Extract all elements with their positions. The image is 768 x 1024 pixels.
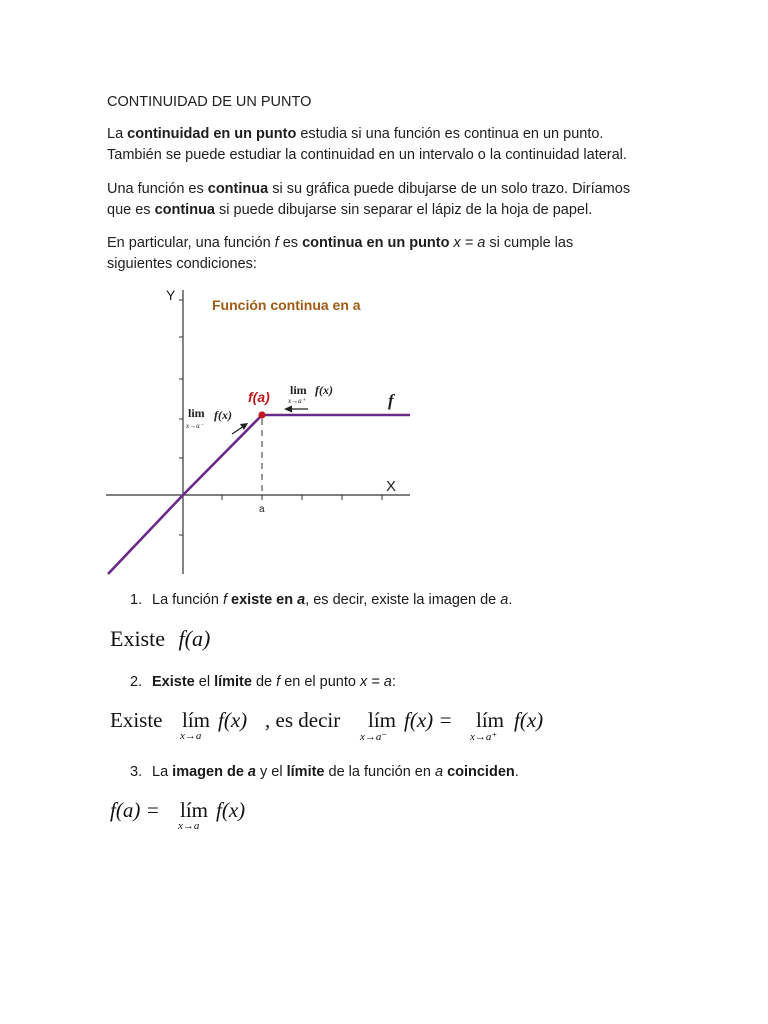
lim-left-sub: x→a⁻ <box>186 422 204 430</box>
c1-t6: , es decir, existe la imagen de <box>305 592 501 608</box>
formula-1 <box>110 626 210 652</box>
p2-text-f: si puede dibujarse sin separar el lápiz de la hoja de papel. <box>215 202 593 218</box>
p1-text-d: También se puede estudiar la continuidad en un intervalo o la continuidad lateral. <box>107 147 627 163</box>
c1-a-bold: a <box>297 592 306 608</box>
page-title: CONTINUIDAD DE UN PUNTO <box>107 94 312 110</box>
c3-t4: y el <box>256 764 287 780</box>
f3-lhs: f(a) = <box>110 798 160 822</box>
p2-text-c: si su gráfica puede dibujarse de un solo trazo. Diríamos <box>268 181 631 197</box>
condition-3-number: 3. <box>130 764 143 780</box>
c1-bold: existe en <box>231 592 298 608</box>
fa-label: f(a) <box>248 389 270 405</box>
p1-text-c: estudia si una función es continua en un punto. <box>296 126 604 142</box>
x-ticks <box>222 495 382 500</box>
f2-fx: f(x) <box>218 708 248 732</box>
formula-2 <box>110 708 560 748</box>
c3-t1: La <box>152 764 173 780</box>
a-tick-label: a <box>259 504 265 515</box>
c2-t8: : <box>391 674 396 690</box>
f2-fx2: f(x) = <box>404 708 453 732</box>
lim-right-sub: x→a⁺ <box>288 397 306 405</box>
c3-bold-2: límite <box>286 764 325 780</box>
lim-right-fx: f(x) <box>315 383 333 397</box>
p2-bold-2: continua <box>154 202 215 218</box>
c2-t2: el <box>194 674 215 690</box>
p3-text-e: si cumple las <box>485 235 574 251</box>
f2-sub2: x→a⁻ <box>360 731 388 743</box>
paragraph-continua <box>107 179 667 221</box>
f1-word: Existe <box>110 626 165 651</box>
p3-text-b: es <box>278 235 303 251</box>
condition-2-number: 2. <box>130 674 143 690</box>
p2-text-a: Una función es <box>107 181 208 197</box>
c3-t6: de la función en <box>324 764 435 780</box>
graph-title: Función continua en a <box>212 297 361 313</box>
p3-text-g: siguientes condiciones: <box>107 256 257 272</box>
condition-1-number: 1. <box>130 592 143 608</box>
c3-a-bold: a <box>247 764 256 780</box>
c1-t8: . <box>508 592 513 608</box>
lim-right-text: lim <box>290 383 307 397</box>
paragraph-intro <box>107 124 667 166</box>
c2-f: f <box>276 674 281 690</box>
lim-left-text: lim <box>188 406 205 420</box>
c3-bold-1: imagen de <box>172 764 248 780</box>
f3-sub: x→a <box>178 820 200 832</box>
f2-word: Existe <box>110 708 163 732</box>
c3-a: a <box>434 764 444 780</box>
continuity-graph <box>106 282 416 578</box>
f2-lim2: lím <box>368 708 397 732</box>
formula-3 <box>110 798 310 838</box>
c1-f: f <box>222 592 227 608</box>
paragraph-condiciones <box>107 233 667 275</box>
p3-x: x = a <box>453 235 486 251</box>
f2-sub: x→a <box>180 730 202 742</box>
p2-text-d: que es <box>107 202 155 218</box>
p2-bold-1: continua <box>207 181 269 197</box>
y-axis-label: Y <box>166 287 176 303</box>
f3-fx: f(x) <box>216 798 246 822</box>
point-fa <box>258 411 265 418</box>
c3-t10: . <box>514 764 519 780</box>
c3-bold-3: coinciden <box>447 764 515 780</box>
condition-1 <box>130 590 512 610</box>
p3-text-a: En particular, una función <box>107 235 275 251</box>
f2-lim: lím <box>182 708 211 732</box>
f2-sub3: x→a⁺ <box>470 731 498 743</box>
p1-bold: continuidad en un punto <box>127 126 297 142</box>
x-axis-label: X <box>386 478 397 495</box>
c2-bold-2: límite <box>214 674 252 690</box>
arrow-right-head <box>284 406 292 413</box>
c2-t6: en el punto <box>280 674 360 690</box>
c2-t4: de <box>251 674 277 690</box>
condition-2 <box>130 672 396 692</box>
c1-a: a <box>500 592 509 608</box>
f2-mid: , es decir <box>265 708 341 732</box>
c1-t1: La función <box>152 592 223 608</box>
p3-f: f <box>274 235 279 251</box>
f2-fx3: f(x) <box>514 708 544 732</box>
c2-x: x = a <box>360 674 392 690</box>
f3-lim: lím <box>180 798 209 822</box>
f1-expr: f(a) <box>178 626 211 651</box>
c2-bold-1: Existe <box>152 674 195 690</box>
condition-3 <box>130 762 519 782</box>
lim-left-fx: f(x) <box>214 408 232 422</box>
p1-text-a: La <box>107 126 128 142</box>
p3-bold: continua en un punto <box>302 235 450 251</box>
f2-lim3: lím <box>476 708 505 732</box>
f-label: f <box>388 391 394 410</box>
